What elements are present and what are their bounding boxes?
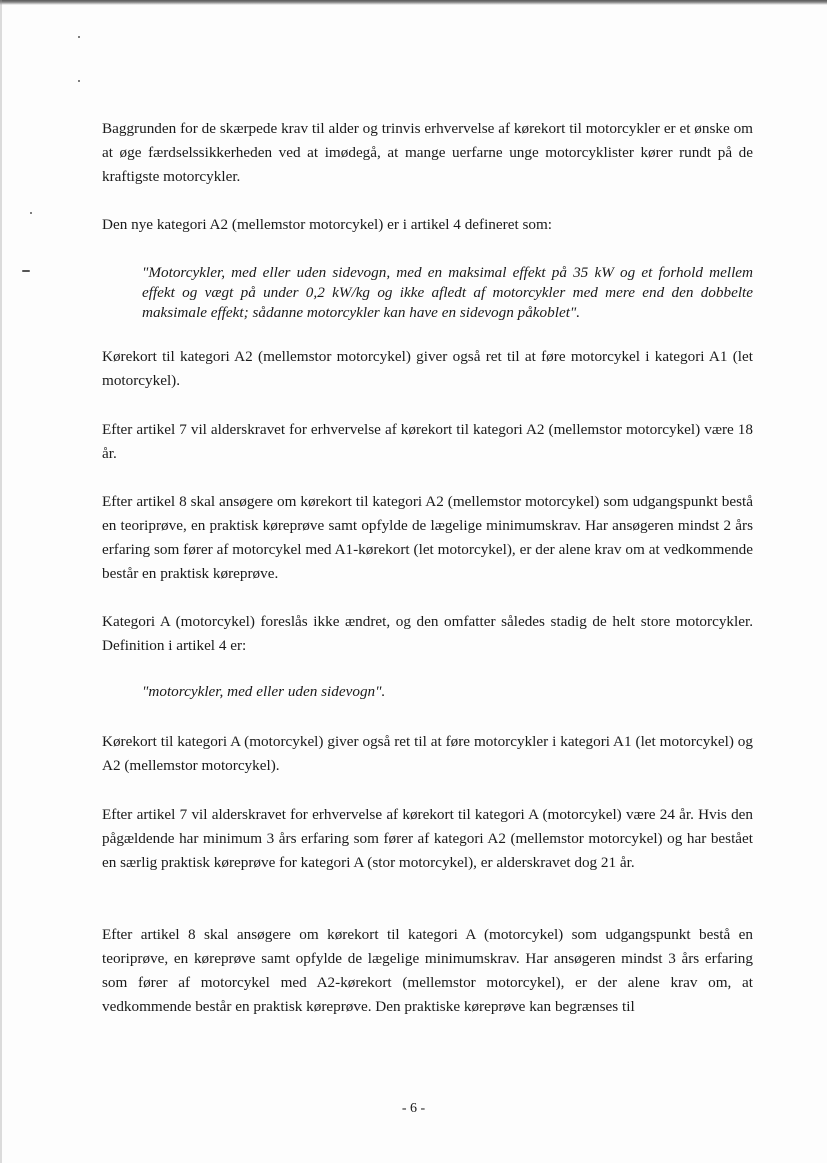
quote-a2-definition: "Motorcykler, med eller uden sidevogn, med en maksimal effekt på 35 kW og et forhold mellem effekt og vægt på under 0,2 kW/kg og ikke afledt af motorcykler med mere end den dobbelte maksimale effekt; sådanne motorcykler kan have en sidevogn påkoblet". [142,264,753,321]
scan-speck [30,212,32,214]
scan-speck [78,80,80,82]
scan-edge-top [0,0,827,5]
paragraph-background: Baggrunden for de skærpede krav til alder og trinvis erhvervelse af kørekort til motorcykler er et ønske om at øge færdselssikkerheden ved at imødegå, at mange uerfarne unge motorcyklister kører rundt på de kraftigste motorcykler. [102,120,753,185]
scan-speck [78,36,80,38]
page-number: - 6 - [401,1101,426,1116]
paragraph-a-tests: Efter artikel 8 skal ansøgere om kørekort til kategori A (motorcykel) som udgangspunkt bestå en teoriprøve, en køreprøve samt opfylde de lægelige minimumskrav. Har ansøgeren mindst 3 års erfaring som fører af motorcykel med A2-kørekort (mellemstor motorcykel), er der alene krav om, at vedkommende består en praktisk køreprøve. Den praktiske køreprøve kan begrænses til [102,926,753,1015]
paragraph-a2-tests: Efter artikel 8 skal ansøgere om kørekort til kategori A2 (mellemstor motorcykel) som udgangspunkt bestå en teoriprøve, en praktisk køreprøve samt opfylde de lægelige minimumskrav. Har ansøgeren mindst 2 års erfaring som fører af motorcykel med A1-kørekort (let motorcykel), er der alene krav om at vedkommende består en praktisk køreprøve. [102,493,753,582]
scan-edge-left [0,0,2,1163]
scan-speck [22,270,30,272]
paragraph-category-a: Kategori A (motorcykel) foreslås ikke ændret, og den omfatter således stadig de helt store motorcykler. Definition i artikel 4 er: [102,613,753,654]
paragraph-a2-definition-intro: Den nye kategori A2 (mellemstor motorcykel) er i artikel 4 defineret som: [102,216,552,233]
paragraph-a-age: Efter artikel 7 vil alderskravet for erhvervelse af kørekort til kategori A (motorcykel) være 24 år. Hvis den pågældende har minimum 3 års erfaring som fører af kategori A2 (mellemstor motorcykel) og har bestået en særlig praktisk køreprøve for kategori A (stor motorcykel), er alderskravet dog 21 år. [102,806,753,871]
quote-a-definition: "motorcykler, med eller uden sidevogn". [142,683,386,700]
paragraph-a2-rights: Kørekort til kategori A2 (mellemstor motorcykel) giver også ret til at føre motorcykel i kategori A1 (let motorcykel). [102,348,753,389]
paragraph-a-rights: Kørekort til kategori A (motorcykel) giver også ret til at føre motorcykler i kategori A1 (let motorcykel) og A2 (mellemstor motorcykel). [102,733,753,774]
paragraph-a2-age: Efter artikel 7 vil alderskravet for erhvervelse af kørekort til kategori A2 (mellemstor motorcykel) være 18 år. [102,421,753,462]
